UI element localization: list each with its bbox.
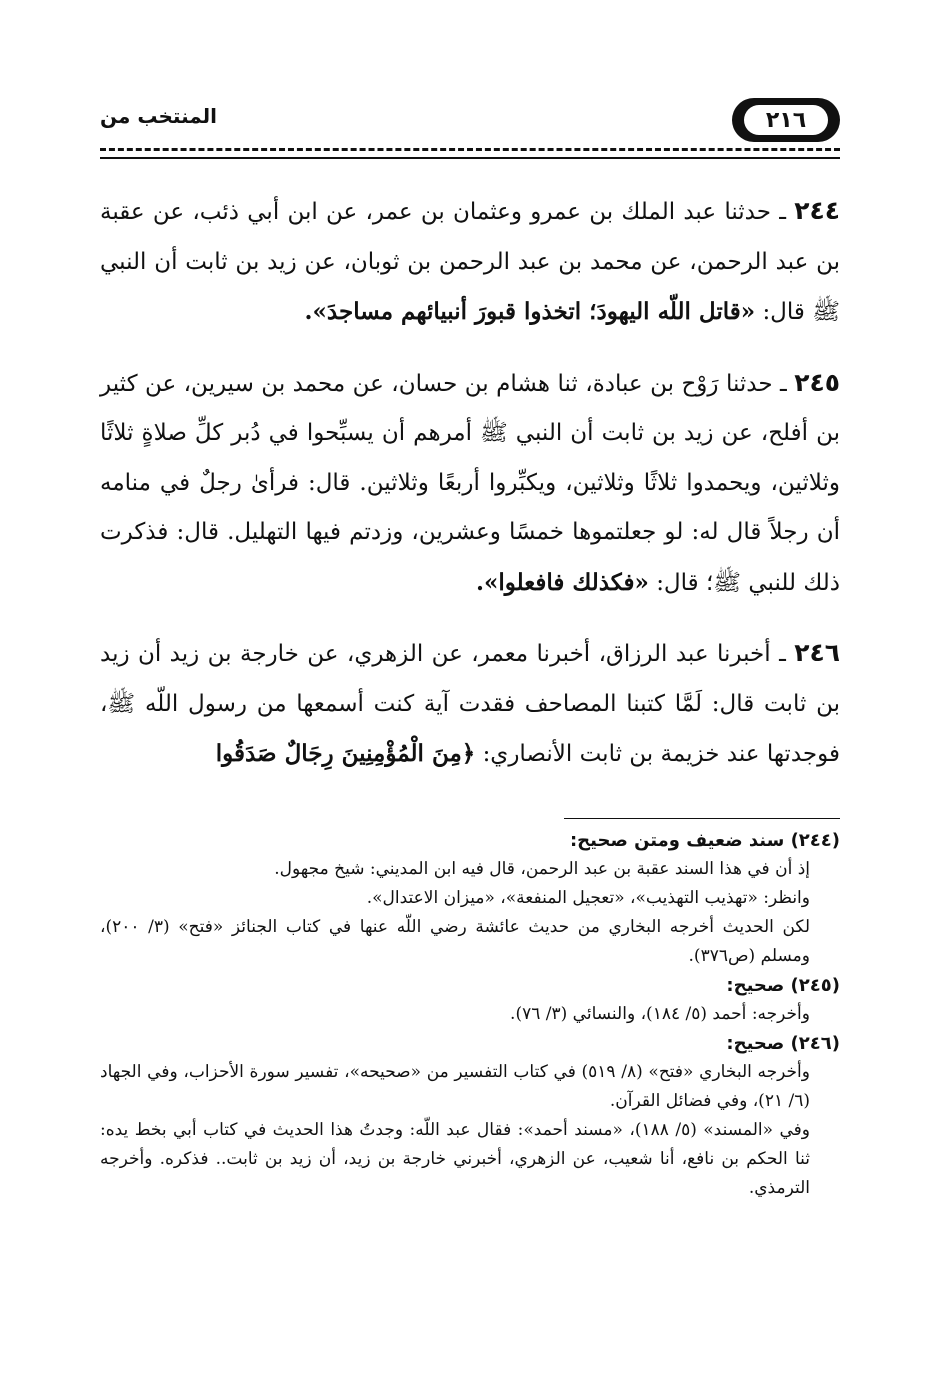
hadith-quote: «قاتل اللّه اليهودَ؛ اتخذوا قبورَ أنبيائهم مساجدَ». — [304, 298, 756, 325]
footnote-245 — [100, 971, 840, 1029]
page-number-badge — [732, 98, 840, 142]
hadith-text: حدثنا رَوْح بن عبادة، ثنا هشام بن حسان، عن محمد بن سيرين، عن كثير بن أفلح، عن زيد بن ثابت أن النبي ﷺ أمرهم أن يسبِّحوا في دُبر كلِّ صلاةٍ ثلاثًا وثلاثين، ويحمدوا ثلاثًا وثلاثين، ويكبِّروا أربعًا وثلاثين. قال: فرأىٰ رجلٌ في منامه أن رجلاً قال له: لو جعلتموها خمسًا وعشرين، وزدتم فيها التهليل. قال: فذكرت ذلك للنبي ﷺ؛ قال: — [100, 370, 840, 596]
hadith-text: حدثنا عبد الملك بن عمرو وعثمان بن عمر، عن ابن أبي ذئب، عن عقبة بن عبد الرحمن، عن محمد بن عبد الرحمن بن ثوبان، عن زيد بن ثابت أن النبي ﷺ قال: — [100, 199, 840, 325]
hadith-number: ٢٤٦ — [794, 638, 841, 667]
footnote-heading: (٢٤٥) صحيح: — [726, 975, 840, 996]
running-title: المنتخب من — [100, 104, 218, 128]
hadith-246 — [100, 628, 840, 780]
page-header — [100, 92, 840, 150]
footnote-line: وفي «المسند» (٥/ ١٨٨)، «مسند أحمد»: فقال عبد اللّه: وجدتُ هذا الحديث في كتاب أبي بخط يده: ثنا الحكم بن نافع، أنا شعيب، عن الزهري، أخبرني خارجة بن زيد، أن زيد بن ثابت.. فذكره. وأخرجه الترمذي. — [100, 1120, 810, 1198]
footnotes — [100, 826, 840, 1203]
main-text — [100, 186, 840, 800]
footnote-line: وانظر: «تهذيب التهذيب»، «تعجيل المنفعة»، «ميزان الاعتدال». — [366, 888, 810, 908]
footnote-separator — [564, 818, 840, 819]
hadith-dash: ـ — [779, 199, 786, 225]
hadith-dash: ـ — [779, 641, 786, 667]
hadith-dash: ـ — [780, 370, 787, 397]
footnote-line: وأخرجه البخاري «فتح» (٨/ ٥١٩) في كتاب التفسير من «صحيحه»، تفسير سورة الأحزاب، وفي الجهاد (٦/ ٢١)، وفي فضائل القرآن. — [100, 1062, 810, 1111]
hadith-number: ٢٤٥ — [794, 367, 841, 397]
footnote-246 — [100, 1029, 840, 1203]
quran-quote: ﴿مِنَ الْمُؤْمِنِينَ رِجَالٌ صَدَقُوا — [215, 740, 476, 767]
header-dashed-rule — [100, 148, 840, 151]
footnote-heading: (٢٤٦) صحيح: — [726, 1033, 840, 1054]
footnote-line: إذ أن في هذا السند عقبة بن عبد الرحمن، قال فيه ابن المديني: شيخ مجهول. — [274, 859, 810, 879]
hadith-text: أخبرنا عبد الرزاق، أخبرنا معمر، عن الزهري، عن خارجة بن زيد أن زيد بن ثابت قال: لَمَّا كتبنا المصاحف فقدت آية كنت أسمعها من رسول اللّه ﷺ، فوجدتها عند خزيمة بن ثابت الأنصاري: — [100, 641, 840, 767]
hadith-244 — [100, 186, 840, 338]
footnote-244 — [100, 826, 840, 971]
footnote-line: لكن الحديث أخرجه البخاري من حديث عائشة رضي اللّه عنها في كتاب الجنائز «فتح» (٣/ ٢٠٠)، ومسلم (ص٣٧٦). — [100, 917, 810, 966]
page-number: ٢١٦ — [744, 105, 828, 135]
hadith-number: ٢٤٤ — [794, 196, 841, 225]
footnote-heading: (٢٤٤) سند ضعيف ومتن صحيح: — [569, 830, 840, 851]
header-solid-rule — [100, 157, 840, 159]
hadith-245 — [100, 358, 840, 609]
hadith-quote: «فكذلك فافعلوا». — [475, 568, 649, 596]
footnote-line: وأخرجه: أحمد (٥/ ١٨٤)، والنسائي (٣/ ٧٦). — [510, 1004, 810, 1024]
